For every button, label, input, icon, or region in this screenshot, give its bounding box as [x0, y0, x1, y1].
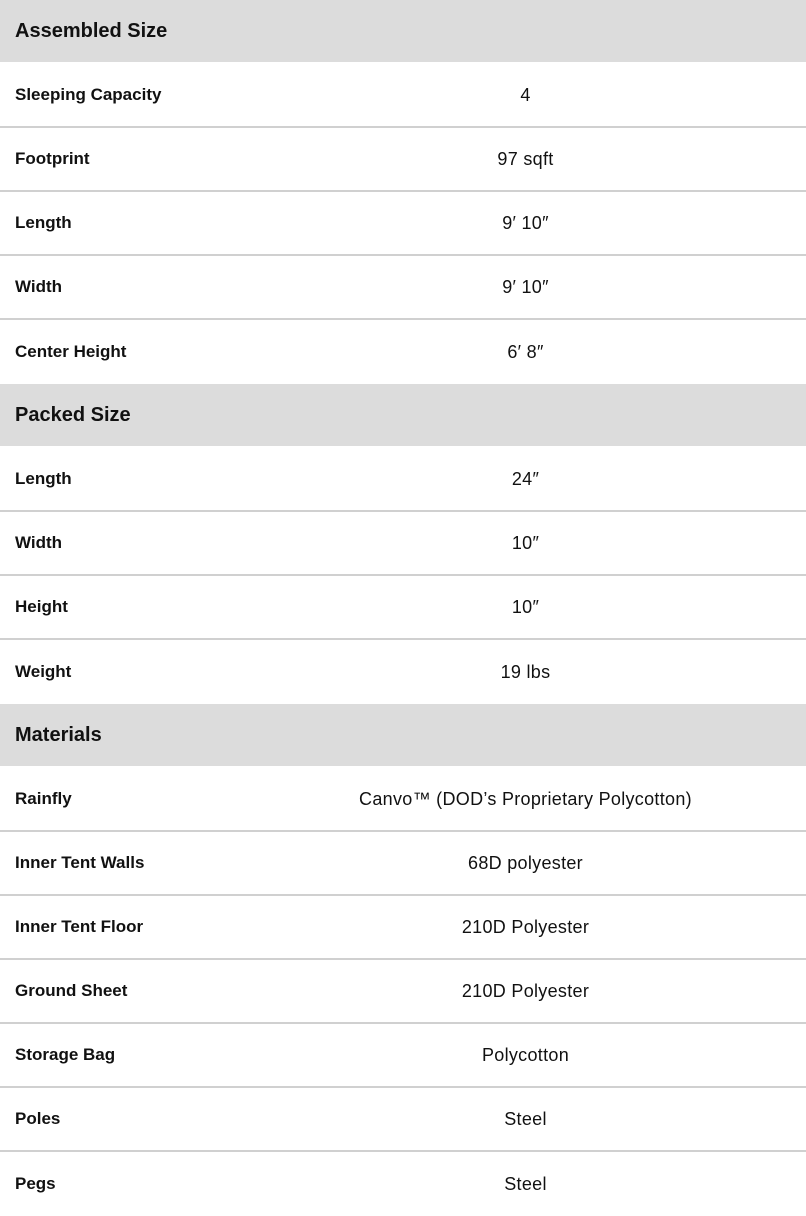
- spec-value: 10″: [511, 532, 540, 553]
- section-title: Materials: [15, 723, 102, 746]
- spec-label: Sleeping Capacity: [15, 85, 162, 104]
- spec-label: Inner Tent Floor: [15, 917, 144, 936]
- spec-label: Ground Sheet: [15, 981, 128, 1000]
- spec-row-inner-tent-walls: [0, 832, 806, 896]
- spec-row-ground-sheet: [0, 960, 806, 1024]
- spec-row-footprint: [0, 128, 806, 192]
- spec-value: 10″: [511, 596, 540, 617]
- spec-row-rainfly: [0, 768, 806, 832]
- spec-row-width: [0, 256, 806, 320]
- spec-row-packed-height: [0, 576, 806, 640]
- section-header-assembled-size: [0, 0, 806, 64]
- spec-label: Footprint: [15, 149, 90, 168]
- spec-row-inner-tent-floor: [0, 896, 806, 960]
- spec-label: Center Height: [15, 342, 127, 361]
- spec-value: 68D polyester: [468, 852, 583, 873]
- spec-value: 9′ 10″: [502, 212, 549, 233]
- section-header-materials: [0, 704, 806, 768]
- spec-value: 24″: [511, 468, 540, 489]
- spec-row-center-height: [0, 320, 806, 384]
- spec-label: Pegs: [15, 1174, 56, 1193]
- section-title: Assembled Size: [15, 19, 168, 42]
- spec-value: 9′ 10″: [502, 276, 549, 297]
- spec-row-length: [0, 192, 806, 256]
- spec-row-sleeping-capacity: [0, 64, 806, 128]
- spec-row-poles: [0, 1088, 806, 1152]
- spec-row-weight: [0, 640, 806, 704]
- spec-label: Width: [15, 277, 63, 296]
- section-header-packed-size: [0, 384, 806, 448]
- spec-label: Length: [15, 213, 72, 232]
- spec-value: 210D Polyester: [461, 916, 590, 937]
- spec-value: Steel: [504, 1173, 547, 1194]
- spec-value: Canvo™ (DOD’s Proprietary Polycotton): [359, 788, 692, 809]
- spec-value: 6′ 8″: [507, 341, 544, 362]
- spec-value: 97 sqft: [497, 148, 554, 169]
- spec-label: Weight: [15, 662, 72, 681]
- spec-row-packed-width: [0, 512, 806, 576]
- spec-row-packed-length: [0, 448, 806, 512]
- spec-value: Polycotton: [481, 1044, 570, 1065]
- spec-label: Inner Tent Walls: [15, 853, 145, 872]
- spec-label: Height: [15, 597, 68, 616]
- spec-value: 4: [520, 84, 531, 105]
- section-title: Packed Size: [15, 403, 131, 426]
- spec-row-pegs: [0, 1152, 806, 1216]
- spec-row-storage-bag: [0, 1024, 806, 1088]
- spec-label: Width: [15, 533, 63, 552]
- spec-label: Length: [15, 469, 72, 488]
- spec-value: Steel: [504, 1108, 547, 1129]
- spec-label: Poles: [15, 1109, 61, 1128]
- spec-value: 19 lbs: [500, 661, 551, 682]
- spec-value: 210D Polyester: [461, 980, 590, 1001]
- spec-label: Storage Bag: [15, 1045, 116, 1064]
- spec-label: Rainfly: [15, 789, 72, 808]
